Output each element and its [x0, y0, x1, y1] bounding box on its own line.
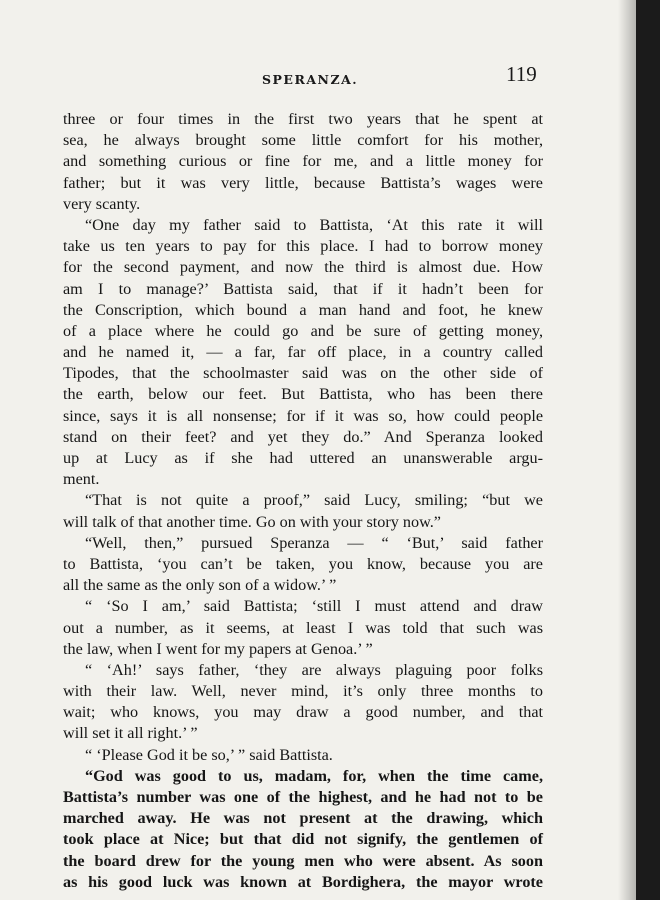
- text-line: three or four times in the first two years that he spent at: [63, 110, 543, 128]
- text-line: out a number, as it seems, at least I was told that such was: [63, 618, 543, 637]
- text-line: marched away. He was not present at the drawing, which: [63, 809, 543, 828]
- text-line: will set it all right.’ ”: [63, 724, 198, 743]
- text-line: Tipodes, that the schoolmaster said was on the other side of: [63, 364, 543, 383]
- text-line: with their law. Well, never mind, it’s only three months to: [63, 682, 543, 701]
- text-line: take us ten years to pay for this place. I had to borrow money: [63, 237, 543, 256]
- text-line: “ ‘Ah!’ says father, ‘they are always plaguing poor folks: [85, 660, 543, 679]
- text-line: will talk of that another time. Go on with your story now.”: [63, 512, 441, 531]
- text-line: “ ‘Please God it be so,’ ” said Battista.: [85, 745, 333, 764]
- text-line: for the second payment, and now the third is almost due. How: [63, 258, 543, 277]
- text-line: the law, when I went for my papers at Genoa.’ ”: [63, 639, 373, 658]
- text-line: the earth, below our feet. But Battista, who has been there: [63, 385, 543, 404]
- text-line: “Well, then,” pursued Speranza — “ ‘But,’ said father: [85, 533, 543, 552]
- text-line: the board drew for the young men who were absent. As soon: [63, 851, 543, 870]
- running-title: SPERANZA.: [262, 72, 359, 87]
- text-line: and something curious or fine for me, and a little money for: [63, 152, 543, 171]
- text-line: wait; who knows, you may draw a good number, and that: [63, 703, 543, 722]
- text-line: to Battista, ‘you can’t be taken, you know, because you are: [63, 554, 543, 573]
- text-line: “ ‘So I am,’ said Battista; ‘still I must attend and draw: [85, 597, 543, 616]
- text-line: “That is not quite a proof,” said Lucy, smiling; “but we: [85, 491, 543, 510]
- page-edge-shadow: [618, 0, 636, 900]
- page-number: 119: [506, 62, 537, 86]
- text-line: of a place where he could go and be sure of getting money,: [63, 321, 543, 340]
- text-line: father; but it was very little, because Battista’s wages were: [63, 173, 543, 192]
- text-line: as his good luck was known at Bordighera, the mayor wrote: [63, 872, 543, 891]
- text-line: stand on their feet? and yet they do.” And Speranza looked: [63, 427, 543, 446]
- text-line: “God was good to us, madam, for, when the time came,: [85, 766, 543, 785]
- text-line: “One day my father said to Battista, ‘At this rate it will: [85, 215, 543, 234]
- text-line: since, says it is all nonsense; for if it was so, how could people: [63, 406, 543, 425]
- text-line: sea, he always brought some little comfort for his mother,: [63, 131, 543, 150]
- text-line: all the same as the only son of a widow.’ ”: [63, 576, 337, 595]
- text-line: Battista’s number was one of the highest, and he had not to be: [63, 788, 543, 806]
- body-text: [63, 109, 543, 893]
- text-line: ment.: [63, 470, 100, 489]
- text-line: the Conscription, which bound a man hand and foot, he knew: [63, 300, 543, 319]
- text-line: up at Lucy as if she had uttered an unanswerable argu-: [63, 449, 543, 467]
- text-line: and he named it, — a far, far off place, in a country called: [63, 343, 543, 362]
- text-line: took place at Nice; but that did not signify, the gentlemen of: [63, 830, 543, 849]
- text-line: am I to manage?’ Battista said, that if it hadn’t been for: [63, 279, 543, 298]
- text-line: very scanty.: [63, 194, 141, 213]
